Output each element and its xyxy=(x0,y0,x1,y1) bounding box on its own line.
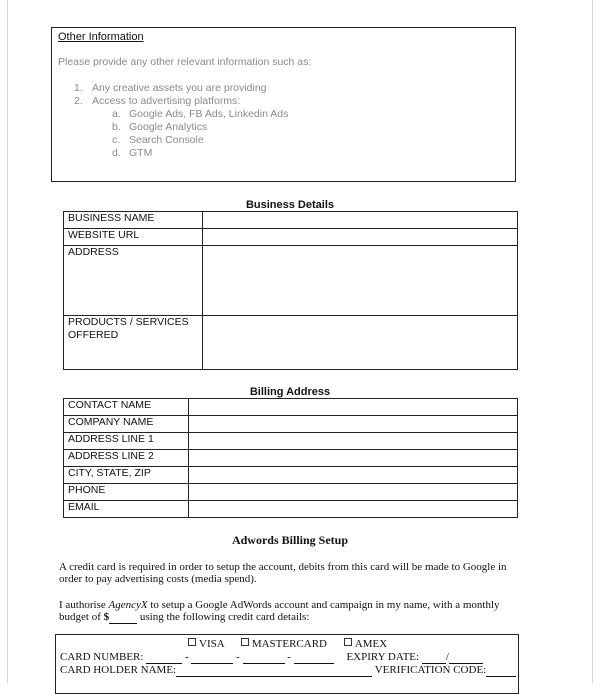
phone-field[interactable] xyxy=(189,484,518,501)
company-name-field[interactable] xyxy=(189,416,518,433)
other-information-intro: Please provide any other relevant information such as: xyxy=(58,56,312,68)
company-name-label: COMPANY NAME xyxy=(64,416,189,433)
currency-symbol: $ xyxy=(103,611,110,623)
other-information-title: Other Information xyxy=(58,31,144,43)
table-row xyxy=(64,433,518,450)
address-line-2-label: ADDRESS LINE 2 xyxy=(64,450,189,467)
table-row xyxy=(64,501,518,518)
card-number-field-3[interactable] xyxy=(243,651,285,664)
checkbox-icon xyxy=(188,638,196,646)
verification-code-field[interactable] xyxy=(486,664,516,677)
expiry-month-field[interactable] xyxy=(422,651,446,664)
mastercard-option[interactable]: MASTERCARD xyxy=(241,638,327,650)
authorisation-text: I authorise AgencyX to setup a Google AdWords account and campaign in my name, with a monthly budget of $ using the following credit card details: xyxy=(59,599,500,623)
table-row xyxy=(64,416,518,433)
city-state-zip-label: CITY, STATE, ZIP xyxy=(64,467,189,484)
credit-card-requirement-text: A credit card is required in order to setup the account, debits from this card will be made to Google in order to pay advertising costs (media spend). xyxy=(59,561,507,585)
expiry-year-field[interactable] xyxy=(449,651,483,664)
products-services-label: PRODUCTS / SERVICES OFFERED xyxy=(64,316,203,370)
adwords-billing-heading: Adwords Billing Setup xyxy=(231,533,349,547)
budget-field[interactable] xyxy=(109,611,137,624)
billing-address-table xyxy=(63,398,518,518)
page-left-edge xyxy=(7,0,8,683)
list-item: 1. Any creative assets you are providing xyxy=(74,82,267,94)
business-details-heading: Business Details xyxy=(245,199,335,211)
credit-card-details-box xyxy=(55,634,519,694)
amex-option[interactable]: AMEX xyxy=(344,638,387,650)
table-row xyxy=(64,399,518,416)
card-holder-name-label: CARD HOLDER NAME: xyxy=(60,664,177,676)
card-holder-row xyxy=(60,664,516,677)
website-url-label: WEBSITE URL xyxy=(64,229,203,246)
card-number-row: CARD NUMBER: - - - EXPIRY DATE: / xyxy=(60,651,483,664)
table-row xyxy=(64,484,518,501)
checkbox-icon xyxy=(344,638,352,646)
table-row xyxy=(64,246,518,316)
card-number-field-4[interactable] xyxy=(294,651,334,664)
list-item: 2. Access to advertising platforms: xyxy=(74,95,241,107)
other-information-box[interactable] xyxy=(51,27,516,182)
card-number-field-1[interactable] xyxy=(146,651,182,664)
verification-code-label: VERIFICATION CODE: xyxy=(374,664,487,676)
sub-list-item: d. GTM xyxy=(112,147,153,159)
table-row xyxy=(64,467,518,484)
email-label: EMAIL xyxy=(64,501,189,518)
website-url-field[interactable] xyxy=(203,229,518,246)
business-name-label: BUSINESS NAME xyxy=(64,212,203,229)
checkbox-icon xyxy=(241,638,249,646)
address-label: ADDRESS xyxy=(64,246,203,316)
sub-list-item: c. Search Console xyxy=(112,134,204,146)
address-line-1-field[interactable] xyxy=(189,433,518,450)
table-row xyxy=(64,316,518,370)
contact-name-field[interactable] xyxy=(189,399,518,416)
card-type-options xyxy=(188,638,387,650)
business-details-table xyxy=(63,211,518,370)
card-number-label: CARD NUMBER: xyxy=(60,651,144,663)
card-number-field-2[interactable] xyxy=(191,651,233,664)
city-state-zip-field[interactable] xyxy=(189,467,518,484)
business-name-field[interactable] xyxy=(203,212,518,229)
address-line-1-label: ADDRESS LINE 1 xyxy=(64,433,189,450)
products-services-field[interactable] xyxy=(203,316,518,370)
address-field[interactable] xyxy=(203,246,518,316)
phone-label: PHONE xyxy=(64,484,189,501)
contact-name-label: CONTACT NAME xyxy=(64,399,189,416)
visa-option[interactable]: VISA xyxy=(188,638,224,650)
card-holder-name-field[interactable] xyxy=(176,664,372,677)
sub-list-item: a. Google Ads, FB Ads, Linkedin Ads xyxy=(112,108,289,120)
sub-list-item: b. Google Analytics xyxy=(112,121,208,133)
table-row xyxy=(64,450,518,467)
billing-address-heading: Billing Address xyxy=(249,386,331,398)
email-field[interactable] xyxy=(189,501,518,518)
table-row xyxy=(64,212,518,229)
page-right-edge xyxy=(592,0,593,683)
address-line-2-field[interactable] xyxy=(189,450,518,467)
expiry-date-label: EXPIRY DATE: xyxy=(346,651,420,663)
table-row xyxy=(64,229,518,246)
agency-name: AgencyX xyxy=(108,599,148,611)
